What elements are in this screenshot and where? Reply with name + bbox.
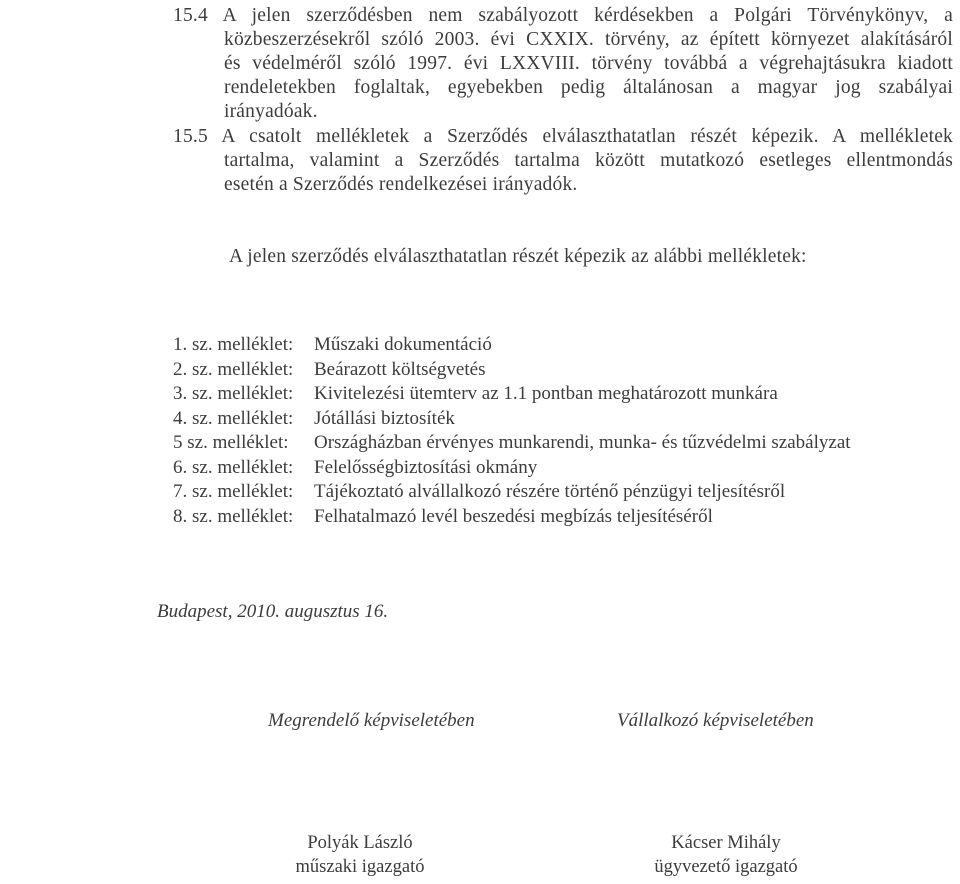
signatory-name: Kácser Mihály	[671, 833, 781, 853]
section-15-5	[173, 125, 953, 197]
annex-title: Kivitelezési ütemterv az 1.1 pontban meghatározott munkára	[314, 383, 778, 404]
section-15-4-line-3: és védelméről szóló 1997. évi LXXVIII. törvény továbbá a végrehajtásukra kiadott	[224, 53, 953, 74]
section-15-5-line-3: esetén a Szerződés rendelkezései irányadók.	[224, 174, 578, 195]
annex-title: Tájékoztató alvállalkozó részére történő pénzügyi teljesítésről	[314, 481, 786, 502]
contractor-representative-label: Vállalkozó képviseletében	[617, 710, 814, 731]
annex-label: 7. sz. melléklet:	[173, 481, 294, 502]
section-15-5-line-2: tartalma, valamint a Szerződés tartalma között mutatkozó esetleges ellentmondás	[224, 150, 953, 171]
section-15-5-line-1: 15.5 A csatolt mellékletek a Szerződés elválaszthatatlan részét képezik. A mellékletek	[173, 126, 954, 147]
annex-title: Jótállási biztosíték	[314, 407, 455, 429]
client-signatory	[290, 831, 430, 879]
contractor-signatory	[646, 831, 806, 879]
annex-label: 4. sz. melléklet:	[173, 407, 294, 429]
annex-intro: A jelen szerződés elválaszthatatlan részét képezik az alábbi mellékletek:	[229, 246, 807, 267]
annex-title: Országházban érvényes munkarendi, munka- és tűzvédelmi szabályzat	[314, 432, 851, 453]
section-number: 15.5	[173, 126, 208, 147]
section-number: 15.4	[173, 5, 208, 26]
section-15-4-line-5: irányadóak.	[224, 101, 318, 122]
section-15-4-line-1: 15.4 A jelen szerződésben nem szabályozott kérdésekben a Polgári Törvénykönyv, a	[173, 5, 953, 26]
annex-label: 1. sz. melléklet:	[173, 334, 294, 355]
signatory-name: Polyák László	[307, 833, 413, 853]
annex-title: Beárazott költségvetés	[314, 358, 486, 380]
annex-title: Felelősségbiztosítási okmány	[314, 456, 538, 478]
section-15-4-line-4: rendeletekben foglaltak, egyebekben pedig általánosan a magyar jog szabályai	[224, 77, 953, 98]
annex-label: 2. sz. melléklet:	[173, 358, 294, 380]
place-date: Budapest, 2010. augusztus 16.	[157, 601, 389, 622]
annex-label: 8. sz. melléklet:	[173, 505, 294, 527]
annex-label: 6. sz. melléklet:	[173, 456, 294, 478]
annex-label: 3. sz. melléklet:	[173, 383, 294, 404]
signatory-title: műszaki igazgató	[295, 857, 425, 877]
section-15-4-line-2: közbeszerzésekről szóló 2003. évi CXXIX. törvény, az épített környezet alakításáról	[224, 29, 953, 50]
annex-label: 5 sz. melléklet:	[173, 432, 289, 453]
client-representative-label: Megrendelő képviseletében	[268, 710, 475, 731]
annex-title: Felhatalmazó levél beszedési megbízás teljesítéséről	[314, 505, 713, 527]
section-15-4	[173, 4, 953, 124]
signatory-title: ügyvezető igazgató	[654, 857, 798, 877]
annex-title: Műszaki dokumentáció	[314, 334, 492, 355]
